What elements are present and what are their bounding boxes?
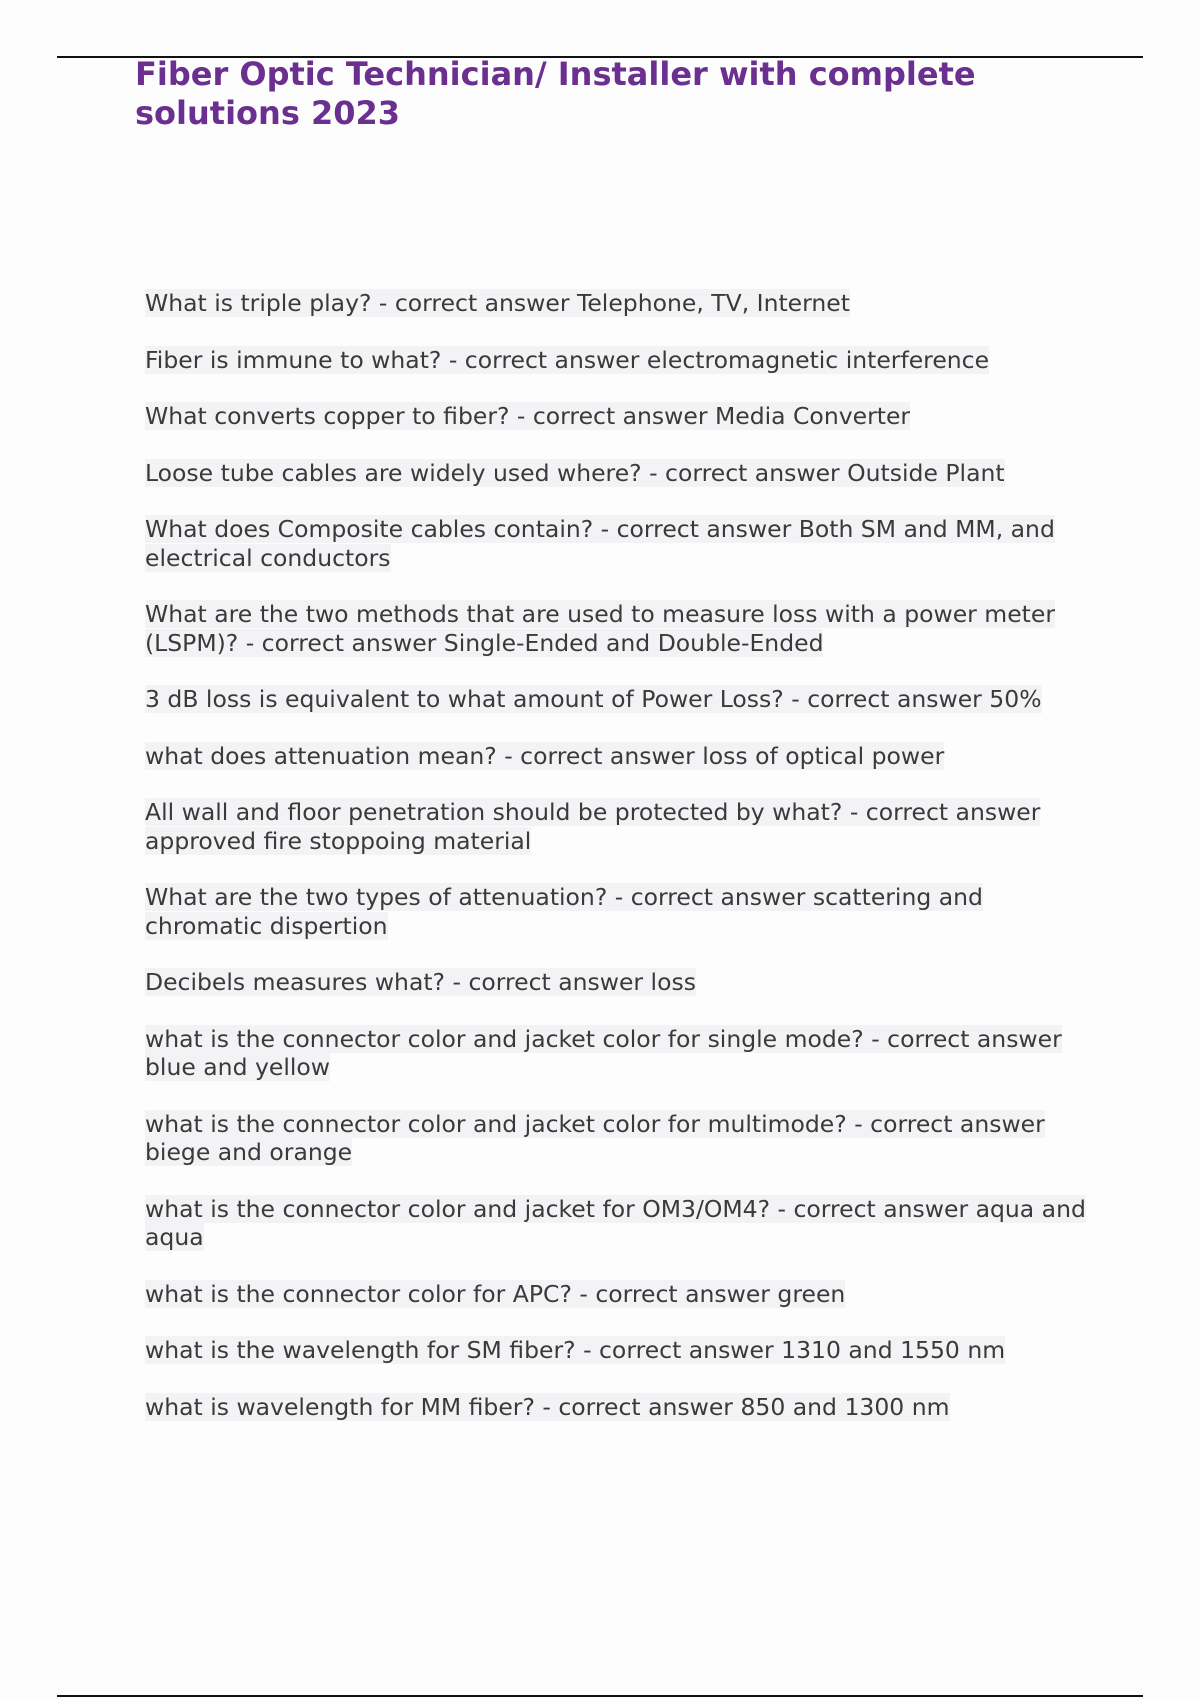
qa-item [145, 600, 1105, 657]
qa-text: 3 dB loss is equivalent to what amount of Power Loss? - correct answer 50% [145, 685, 1042, 713]
bottom-rule [57, 1695, 1143, 1697]
qa-item [145, 1025, 1105, 1082]
qa-text: what is wavelength for MM fiber? - correct answer 850 and 1300 nm [145, 1392, 950, 1421]
qa-text: what is the connector color and jacket color for single mode? - correct answer blue and yellow [145, 1024, 1062, 1081]
qa-item [145, 289, 1105, 318]
qa-item [145, 515, 1105, 572]
qa-item [145, 798, 1105, 855]
qa-item [145, 742, 1105, 771]
qa-item [145, 1336, 1105, 1365]
qa-text: Decibels measures what? - correct answer loss [145, 968, 696, 996]
qa-item [145, 883, 1105, 940]
qa-text: what does attenuation mean? - correct answer loss of optical power [145, 741, 945, 770]
qa-item [145, 1195, 1105, 1252]
qa-text: What is triple play? - correct answer Telephone, TV, Internet [145, 289, 850, 317]
qa-item [145, 1110, 1105, 1167]
qa-item [145, 346, 1105, 375]
qa-text: What are the two methods that are used to measure loss with a power meter (LSPM)? - correct answer Single-Ended and Double-Ended [145, 600, 1055, 657]
qa-text: what is the wavelength for SM fiber? - correct answer 1310 and 1550 nm [145, 1336, 1006, 1364]
qa-text: What converts copper to fiber? - correct answer Media Converter [145, 402, 911, 430]
qa-item [145, 402, 1105, 431]
qa-text: what is the connector color for APC? - correct answer green [145, 1279, 846, 1308]
qa-item [145, 1280, 1105, 1309]
document-title: Fiber Optic Technician/ Installer with complete solutions 2023 [135, 55, 976, 132]
qa-text: what is the connector color and jacket color for multimode? - correct answer biege and orange [145, 1109, 1045, 1166]
qa-text: All wall and floor penetration should be protected by what? - correct answer approved fire stoppoing material [145, 798, 1041, 855]
qa-text: Fiber is immune to what? - correct answer electromagnetic interference [145, 345, 990, 374]
qa-item [145, 459, 1105, 488]
qa-text: what is the connector color and jacket for OM3/OM4? - correct answer aqua and aqua [145, 1194, 1086, 1251]
qa-item [145, 1393, 1105, 1422]
qa-text: What are the two types of attenuation? - correct answer scattering and chromatic dispertion [145, 883, 983, 940]
qa-item [145, 685, 1105, 714]
qa-text: What does Composite cables contain? - correct answer Both SM and MM, and electrical conductors [145, 515, 1055, 572]
qa-item [145, 968, 1105, 997]
qa-list [145, 289, 1105, 1449]
qa-text: Loose tube cables are widely used where? - correct answer Outside Plant [145, 458, 1005, 487]
